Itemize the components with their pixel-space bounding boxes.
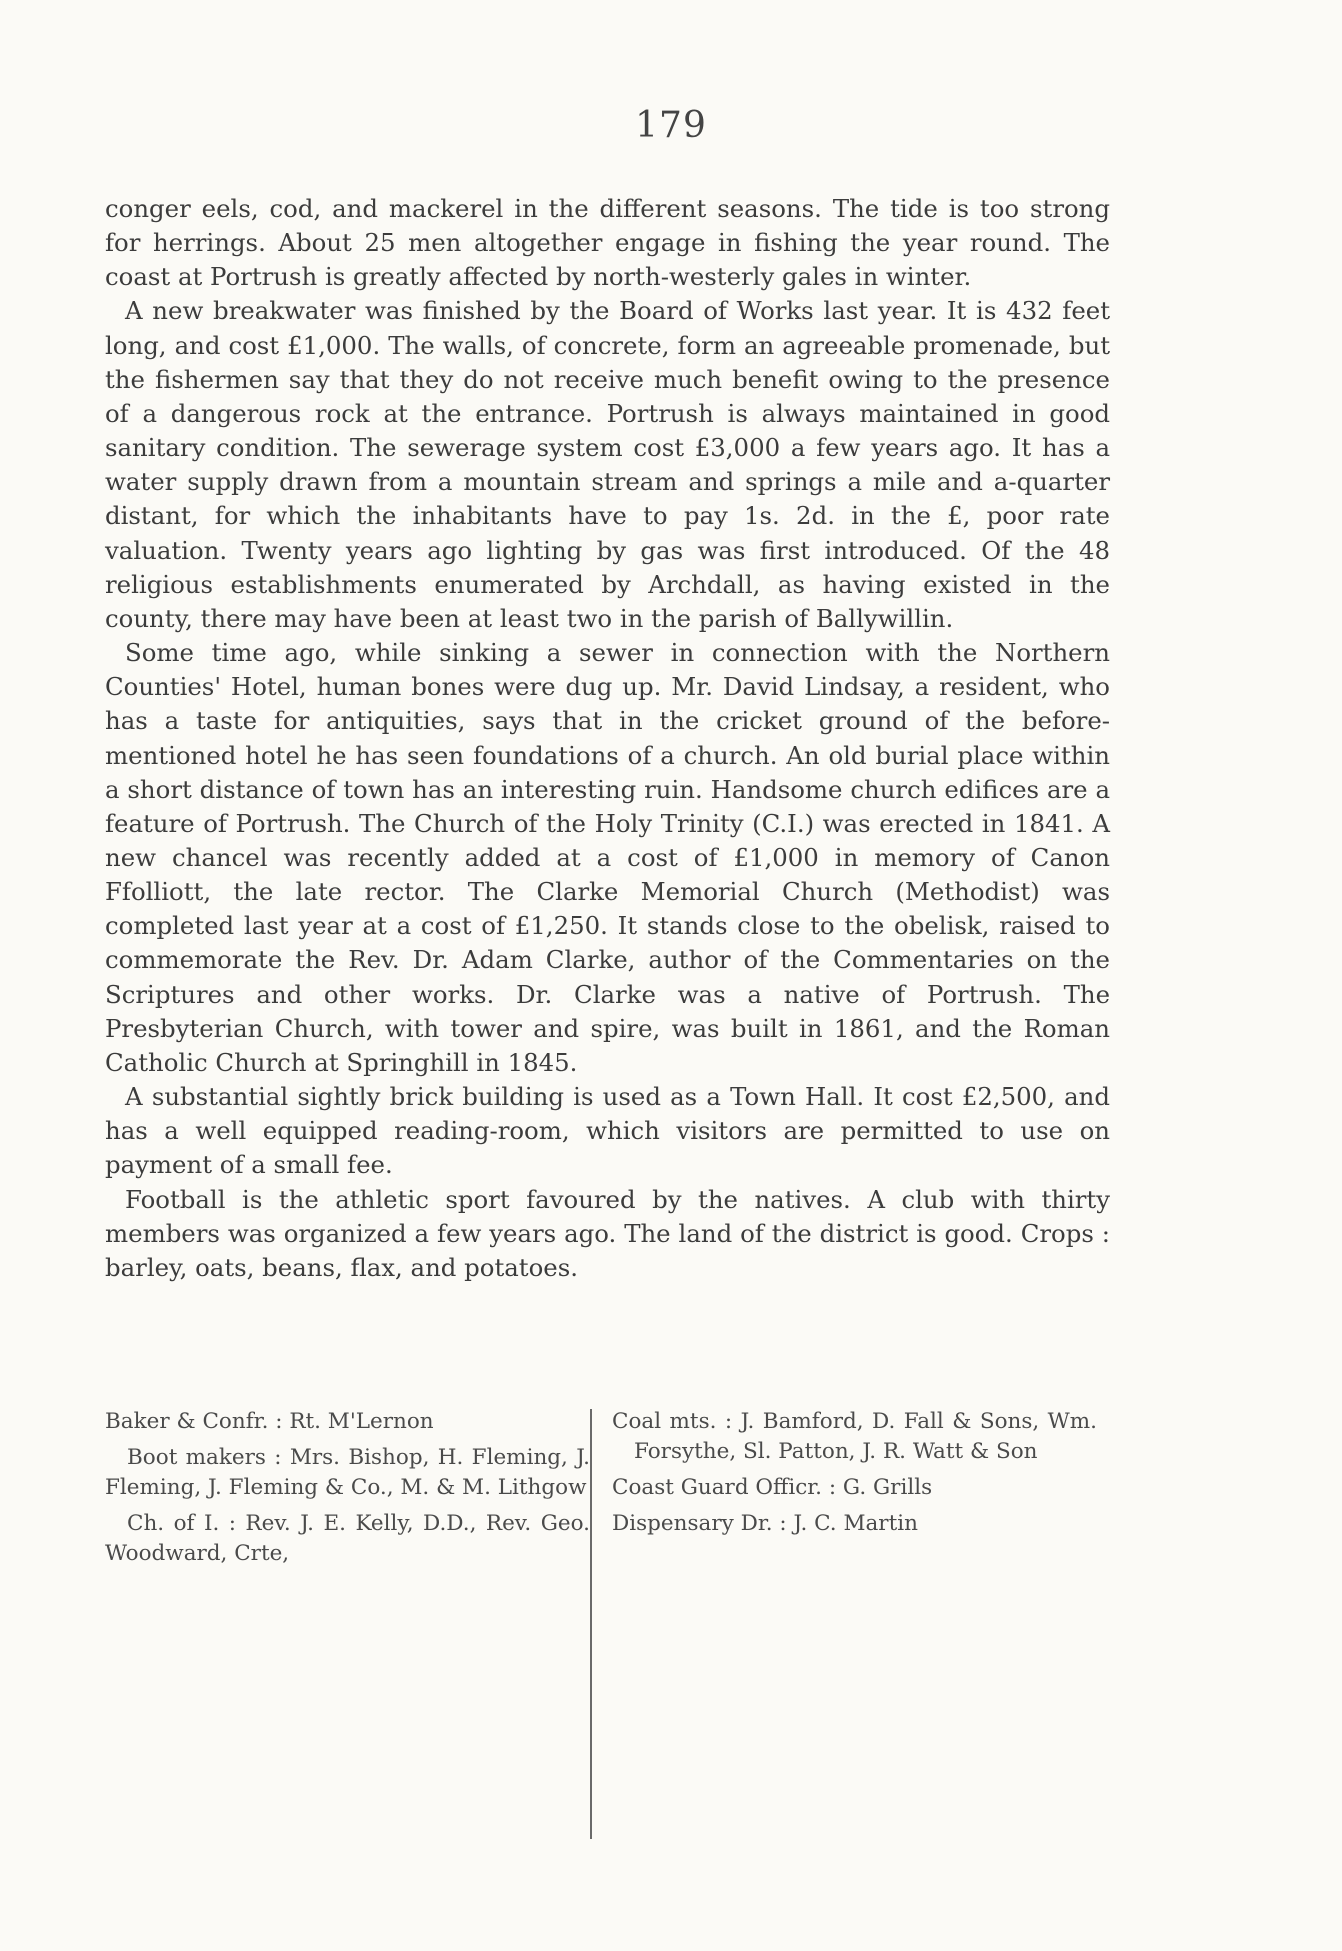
- paragraph: Some time ago, while sinking a sewer in connection with the Northern Counties' Hotel, human bones were dug up. Mr. David Lindsay, a resident, who has a taste for antiquities, says that in the cricket ground of the before-mentioned hotel he has seen foundations of a church. An old burial place within a short distance of town has an interesting ruin. Handsome church edifices are a feature of Portrush. The Church of the Holy Trinity (C.I.) was erected in 1841. A new chancel was recently added at a cost of £1,000 in memory of Canon Ffolliott, the late rector. The Clarke Memorial Church (Methodist) was completed last year at a cost of £1,250. It stands close to the obelisk, raised to commemorate the Rev. Dr. Adam Clarke, author of the Commentaries on the Scriptures and other works. Dr. Clarke was a native of Portrush. The Presbyterian Church, with tower and spire, was built in 1861, and the Roman Catholic Church at Springhill in 1845.: [105, 638, 1110, 1077]
- page-number: 179: [635, 105, 707, 146]
- paragraph: Football is the athletic sport favoured by the natives. A club with thirty members was organized a few years ago. The land of the district is good. Crops : barley, oats, beans, flax, and potatoes.: [105, 1184, 1110, 1282]
- paragraph: A substantial sightly brick building is used as a Town Hall. It cost £2,500, and has a well equipped reading-room, which visitors are permitted to use on payment of a small fee.: [105, 1082, 1110, 1180]
- body-text: [105, 192, 1110, 1285]
- directory-left-column: [105, 1407, 590, 1839]
- paragraph: A new breakwater was finished by the Board of Works last year. It is 432 feet long, and cost £1,000. The walls, of concrete, form an agreeable promenade, but the fishermen say that they do not receive much benefit owing to the presence of a dangerous rock at the entrance. Portrush is always maintained in good sanitary condition. The sewerage system cost £3,000 a few years ago. It has a water supply drawn from a mountain stream and springs a mile and a-quarter distant, for which the inhabitants have to pay 1s. 2d. in the £, poor rate valuation. Twenty years ago lighting by gas was first introduced. Of the 48 religious establishments enumerated by Archdall, as having existed in the county, there may have been at least two in the parish of Ballywillin.: [105, 296, 1110, 633]
- directory-right-column: [592, 1407, 1097, 1839]
- directory-entry: Coast Guard Officr. : G. Grills: [612, 1475, 933, 1500]
- trade-directory: [105, 1407, 1110, 1839]
- paragraph: conger eels, cod, and mackerel in the different seasons. The tide is too strong for herrings. About 25 men altogether engage in fishing the year round. The coast at Portrush is greatly affected by north-westerly gales in winter.: [105, 194, 1110, 292]
- directory-entry: Boot makers : Mrs. Bishop, H. Fleming, J. Fleming, J. Fleming & Co., M. & M. Lithgow: [105, 1445, 590, 1500]
- directory-entry: Ch. of I. : Rev. J. E. Kelly, D.D., Rev. Geo. Woodward, Crte,: [105, 1511, 590, 1566]
- directory-entry: Dispensary Dr. : J. C. Martin: [612, 1511, 918, 1536]
- directory-entry: Baker & Confr. : Rt. M'Lernon: [105, 1409, 434, 1434]
- directory-entry: Coal mts. : J. Bamford, D. Fall & Sons, Wm. Forsythe, Sl. Patton, J. R. Watt & Son: [612, 1409, 1097, 1464]
